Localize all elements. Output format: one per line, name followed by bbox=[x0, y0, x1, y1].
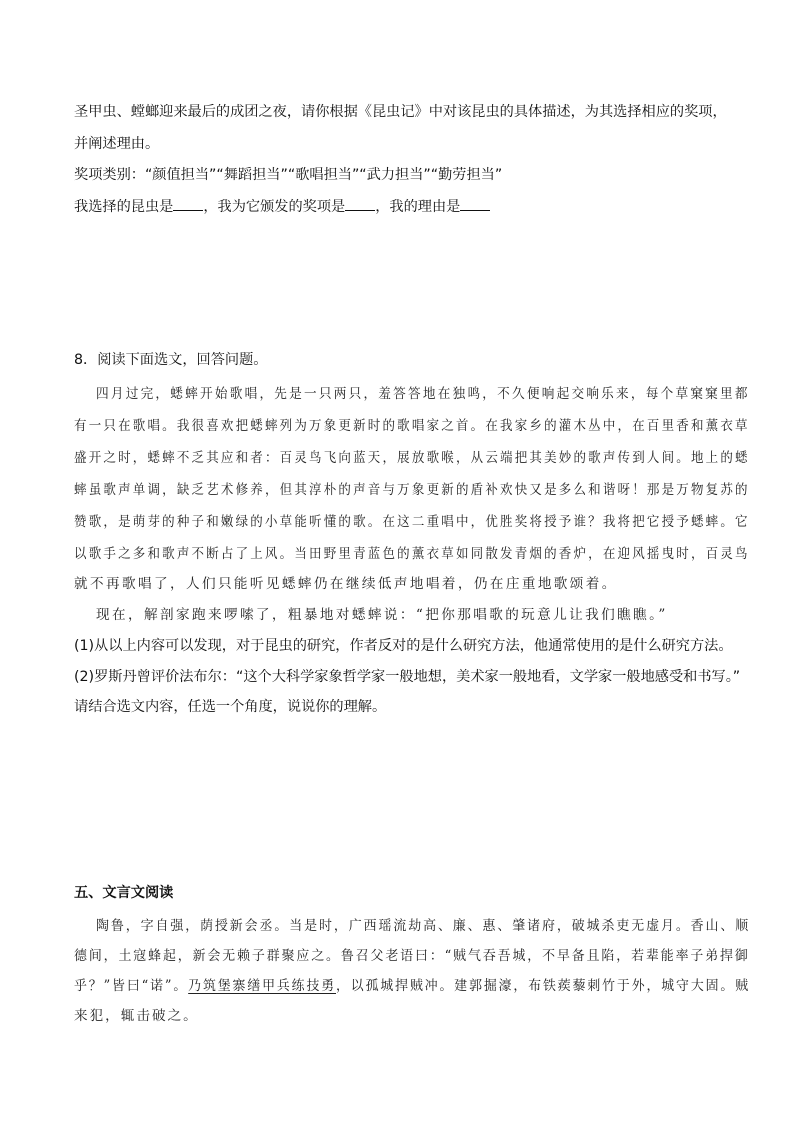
q8-heading: 8．阅读下面选文，回答问题。 bbox=[74, 352, 268, 368]
passage-line: 以歌手之多和歌声不断占了上风。当田野里青蓝色的薰衣草如同散发青烟的香炉，在迎风摇曳时，百灵鸟 bbox=[74, 546, 750, 562]
classical-text-segment: 乎？”皆曰“诺”。 bbox=[74, 978, 189, 994]
classical-text-line: 陶鲁，字自强，荫授新会丞。当是时，广西瑶流劫高、廉、惠、肇诸府，破城杀吏无虚月。香山、顺 bbox=[96, 918, 751, 934]
classical-text-line: 来犯，辄击破之。 bbox=[74, 1008, 199, 1024]
answer-line bbox=[74, 196, 490, 217]
passage-line: 现在，解剖家跑来啰嗦了，粗暴地对蟋蟀说：“把你那唱歌的玩意儿让我们瞧瞧。” bbox=[96, 607, 668, 623]
blank-reason bbox=[460, 196, 490, 211]
question-text-line-1: 圣甲虫、螳螂迎来最后的成团之夜，请你根据《昆虫记》中对该昆虫的具体描述，为其选择相应的奖项， bbox=[74, 104, 727, 120]
answer-prompt-insect: 我选择的昆虫是 bbox=[74, 199, 174, 215]
q8-subquestion-2-line-1: (2)罗斯丹曾评价法布尔：“这个大科学家象哲学家一般地想，美术家一般地看，文学家一般地感受和书写。” bbox=[74, 669, 741, 685]
passage-line: 蟀虽歌声单调，缺乏艺术修养，但其淳朴的声音与万象更新的盾补欢快又是多么和谐呀！那是万物复苏的 bbox=[74, 482, 750, 498]
question-text-line-2: 并阐述理由。 bbox=[74, 136, 160, 152]
passage-line: 四月过完，蟋蟀开始歌唱，先是一只两只，羞答答地在独鸣，不久便响起交响乐来，每个草窠窠里都 bbox=[96, 386, 750, 402]
classical-text-line bbox=[74, 976, 750, 996]
blank-award bbox=[345, 196, 375, 211]
passage-line: 赞歌，是萌芽的种子和嫩绿的小草能听懂的歌。在这二重唱中，优胜奖将授予谁？我将把它授予蟋蟀。它 bbox=[74, 514, 750, 530]
q8-subquestion-2-line-2: 请结合选文内容，任选一个角度，说说你的理解。 bbox=[74, 699, 387, 715]
passage-line: 盛开之时，蟋蟀不乏其应和者：百灵鸟飞向蓝天，展放歌喉，从云端把其美妙的歌声传到人间。地上的蟋 bbox=[74, 450, 750, 466]
section-heading: 五、文言文阅读 bbox=[74, 885, 174, 901]
blank-insect bbox=[173, 196, 203, 211]
classical-text-segment: ，以孤城捍贼冲。建郭掘濠，布铁蒺藜刺竹于外，城守大固。贼 bbox=[336, 978, 750, 994]
passage-line: 就不再歌唱了，人们只能听见蟋蟀仍在继续低声地唱着，仍在庄重地歌颂着。 bbox=[74, 576, 618, 592]
classical-text-line: 德间，土寇蜂起，新会无赖子群聚应之。鲁召父老语曰：“贼气吞吾城，不早备且陷，若辈能率子弟捍御 bbox=[74, 948, 750, 964]
award-categories: 奖项类别：“颜值担当”“舞蹈担当”“歌唱担当”“武力担当”“勤劳担当” bbox=[74, 167, 503, 183]
q8-subquestion-1: (1)从以上内容可以发现，对于昆虫的研究，作者反对的是什么研究方法，他通常使用的是什么研究方法。 bbox=[74, 638, 733, 654]
answer-prompt-reason: ，我的理由是 bbox=[375, 199, 461, 215]
underlined-sentence: 乃筑堡寨缮甲兵练技勇 bbox=[188, 978, 337, 994]
passage-line: 有一只在歌唱。我很喜欢把蟋蟀列为万象更新时的歌唱家之首。在我家乡的灌木丛中，在百里香和薰衣草 bbox=[74, 418, 750, 434]
answer-prompt-award: ，我为它颁发的奖项是 bbox=[203, 199, 346, 215]
